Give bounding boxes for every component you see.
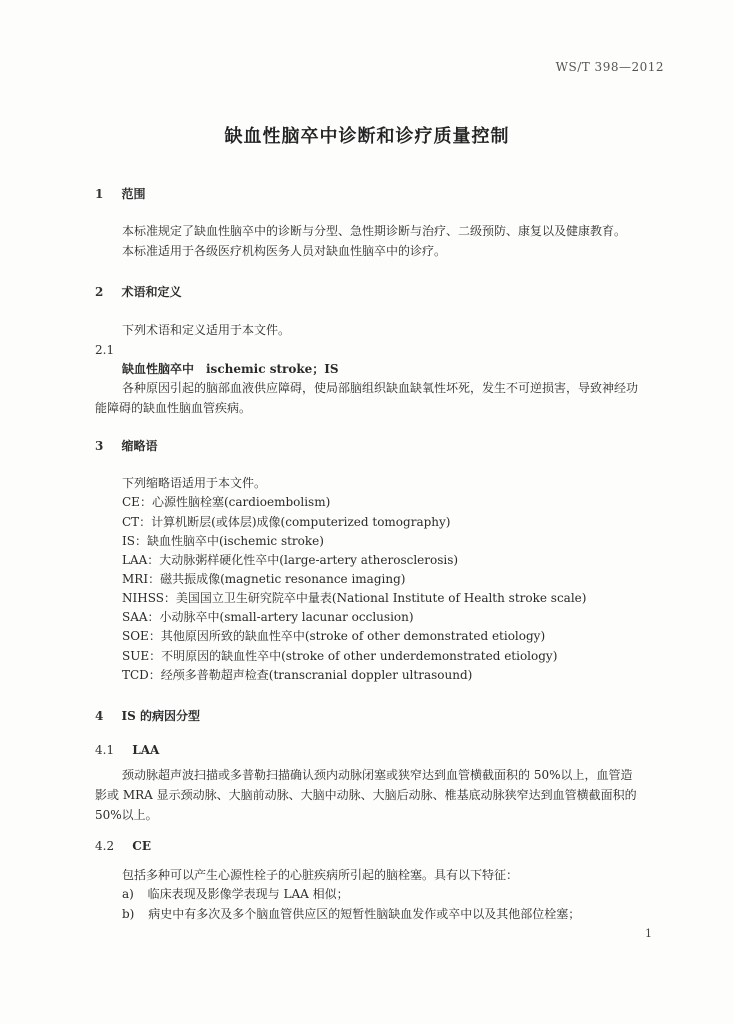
section-1-heading xyxy=(95,186,146,202)
list-item xyxy=(122,906,580,922)
paragraph: 下列缩略语适用于本文件。 xyxy=(122,476,267,490)
paragraph: 本标准适用于各级医疗机构医务人员对缺血性脑卒中的诊疗。 xyxy=(122,244,447,258)
subsection-number: 4.2 xyxy=(95,839,115,853)
page-number: 1 xyxy=(645,927,652,940)
subsection-4-2-heading xyxy=(95,838,151,854)
document-title: 缺血性脑卒中诊断和诊疗质量控制 xyxy=(224,126,510,147)
section-title: 缩略语 xyxy=(121,439,158,453)
section-4-heading xyxy=(95,708,200,724)
subsection-4-1-heading xyxy=(95,742,159,758)
abbreviation-item: CE：心源性脑栓塞(cardioembolism) xyxy=(122,495,331,509)
definition-text: 各种原因引起的脑部血液供应障碍，使局部脑组织缺血缺氧性坏死，发生不可逆损害，导致神经功 xyxy=(122,381,639,395)
abbreviation-item: MRI：磁共振成像(magnetic resonance imaging) xyxy=(122,572,406,586)
paragraph: 颈动脉超声波扫描或多普勒扫描确认颈内动脉闭塞或狭窄达到血管横截面积的 50%以上，血管造 xyxy=(122,768,633,782)
abbreviation-item: IS：缺血性脑卒中(ischemic stroke) xyxy=(122,534,324,548)
abbreviation-item: SUE：不明原因的缺血性卒中(stroke of other underdemonstrated etiology) xyxy=(122,649,558,663)
list-marker: b) xyxy=(122,907,135,921)
section-number: 2 xyxy=(95,285,104,299)
section-number: 1 xyxy=(95,187,104,201)
paragraph: 下列术语和定义适用于本文件。 xyxy=(122,323,291,337)
section-2-heading xyxy=(95,284,182,300)
definition-text: 能障碍的缺血性脑血管疾病。 xyxy=(95,401,252,415)
subsection-title: CE xyxy=(132,839,151,853)
section-number: 4 xyxy=(95,709,104,723)
abbreviation-item: LAA：大动脉粥样硬化性卒中(large-artery atherosclerosis) xyxy=(122,553,459,567)
abbreviation-item: NIHSS：美国国立卫生研究院卒中量表(National Institute of Health stroke scale) xyxy=(122,591,587,605)
section-number: 3 xyxy=(95,439,104,453)
paragraph: 50%以上。 xyxy=(95,808,158,822)
list-item xyxy=(122,886,349,902)
list-marker: a) xyxy=(122,887,134,901)
abbreviation-item: SOE：其他原因所致的缺血性卒中(stroke of other demonstrated etiology) xyxy=(122,629,546,643)
standard-code: WS/T 398—2012 xyxy=(555,60,664,74)
subsection-number: 4.1 xyxy=(95,743,115,757)
list-text: 临床表现及影像学表现与 LAA 相似； xyxy=(147,887,349,901)
term-entry: 缺血性脑卒中 ischemic stroke；IS xyxy=(122,362,339,376)
paragraph: 包括多种可以产生心源性栓子的心脏疾病所引起的脑栓塞。具有以下特征： xyxy=(122,868,519,882)
abbreviation-item: CT：计算机断层(或体层)成像(computerized tomography) xyxy=(122,515,451,529)
section-title: 术语和定义 xyxy=(121,285,182,299)
paragraph: 本标准规定了缺血性脑卒中的诊断与分型、急性期诊断与治疗、二级预防、康复以及健康教育。 xyxy=(122,224,627,238)
paragraph: 影或 MRA 显示颈动脉、大脑前动脉、大脑中动脉、大脑后动脉、椎基底动脉狭窄达到血管横截面积的 xyxy=(95,788,637,802)
abbreviation-item: SAA：小动脉卒中(small-artery lacunar occlusion) xyxy=(122,610,414,624)
subsection-number: 2.1 xyxy=(95,343,115,357)
section-title: IS 的病因分型 xyxy=(121,709,201,723)
abbreviation-item: TCD：经颅多普勒超声检查(transcranial doppler ultrasound) xyxy=(122,668,473,682)
section-title: 范围 xyxy=(121,187,146,201)
subsection-title: LAA xyxy=(132,743,160,757)
list-text: 病史中有多次及多个脑血管供应区的短暂性脑缺血发作或卒中以及其他部位栓塞； xyxy=(148,907,581,921)
section-3-heading xyxy=(95,438,158,454)
